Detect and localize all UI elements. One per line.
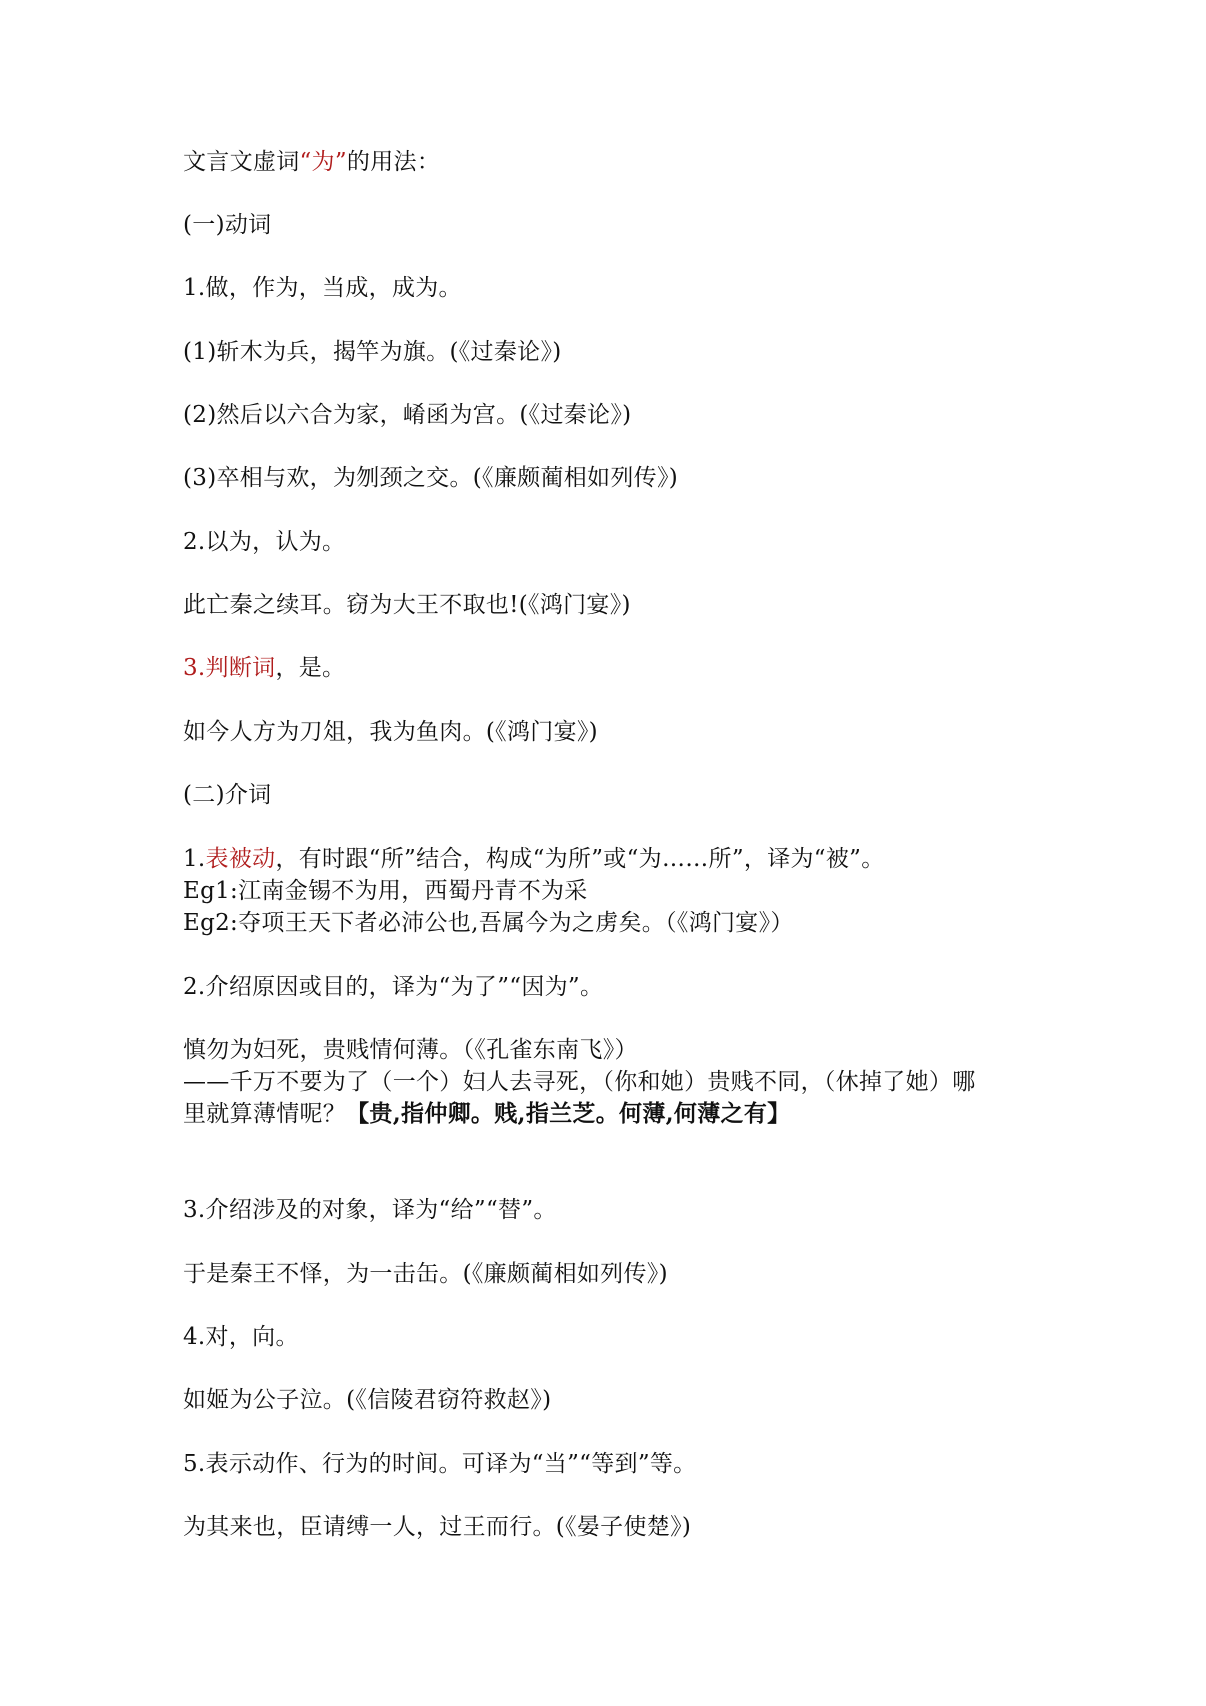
verb-item-1-example-3: (3)卒相与欢，为刎颈之交。(《廉颇蔺相如列传》) xyxy=(183,465,679,491)
prep-item-2-label: 2.介绍原因或目的，译为“为了”“因为”。 xyxy=(183,974,604,1000)
verb-item-3-label-red: 3.判断词 xyxy=(183,655,276,681)
prep-item-3-example: 于是秦王不怿，为一击缶。(《廉颇蔺相如列传》) xyxy=(183,1261,668,1287)
verb-item-2-example: 此亡秦之续耳。窃为大王不取也!(《鸿门宴》) xyxy=(183,592,631,618)
prep-item-2-translation-text: 里就算薄情呢？ xyxy=(183,1101,347,1127)
prep-item-2-translation-line-2 xyxy=(183,1098,790,1130)
verb-item-3-label-rest: ，是。 xyxy=(275,655,346,681)
verb-item-1-label: 1.做，作为，当成，成为。 xyxy=(183,275,462,301)
section-heading-verb: (一)动词 xyxy=(183,212,272,238)
verb-item-2-label: 2.以为，认为。 xyxy=(183,529,346,555)
prep-item-1-num: 1. xyxy=(183,846,206,872)
section-heading-preposition: (二)介词 xyxy=(183,782,272,808)
verb-item-3-label xyxy=(183,652,345,684)
prep-item-4-example: 如姬为公子泣。(《信陵君窃符救赵》) xyxy=(183,1387,552,1413)
prep-item-2-translation-line-1: ——千万不要为了（一个）妇人去寻死，（你和她）贵贱不同，（休掉了她）哪 xyxy=(183,1069,976,1095)
document-title xyxy=(183,146,440,178)
title-prefix: 文言文虚词 xyxy=(183,149,300,175)
verb-item-1-example-2: (2)然后以六合为家，崤函为宫。(《过秦论》) xyxy=(183,402,632,428)
verb-item-1-example-1: (1)斩木为兵，揭竿为旗。(《过秦论》) xyxy=(183,339,562,365)
prep-item-5-example: 为其来也，臣请缚一人，过王而行。(《晏子使楚》) xyxy=(183,1514,692,1540)
prep-item-2-annotation: 【贵,指仲卿。贱,指兰芝。何薄,何薄之有】 xyxy=(346,1100,791,1127)
prep-item-5-label: 5.表示动作、行为的时间。可译为“当”“等到”等。 xyxy=(183,1451,697,1477)
title-suffix: 的用法： xyxy=(346,149,441,175)
prep-item-1-label-red: 表被动 xyxy=(205,846,276,872)
verb-item-3-example: 如今人方为刀俎，我为鱼肉。(《鸿门宴》) xyxy=(183,719,598,745)
title-highlight: “为” xyxy=(299,149,347,175)
prep-item-1-label-rest: ，有时跟“所”结合，构成“为所”或“为……所”，译为“被”。 xyxy=(275,846,885,872)
prep-item-1-eg1: Eg1:江南金锡不为用，西蜀丹青不为采 xyxy=(183,878,588,904)
prep-item-1-eg2: Eg2:夺项王天下者必沛公也,吾属今为之虏矣。（《鸿门宴》） xyxy=(183,910,794,936)
prep-item-4-label: 4.对，向。 xyxy=(183,1324,299,1350)
prep-item-1-label xyxy=(183,843,885,875)
prep-item-2-example: 慎勿为妇死，贵贱情何薄。（《孔雀东南飞》） xyxy=(183,1037,638,1063)
prep-item-3-label: 3.介绍涉及的对象，译为“给”“替”。 xyxy=(183,1197,557,1223)
